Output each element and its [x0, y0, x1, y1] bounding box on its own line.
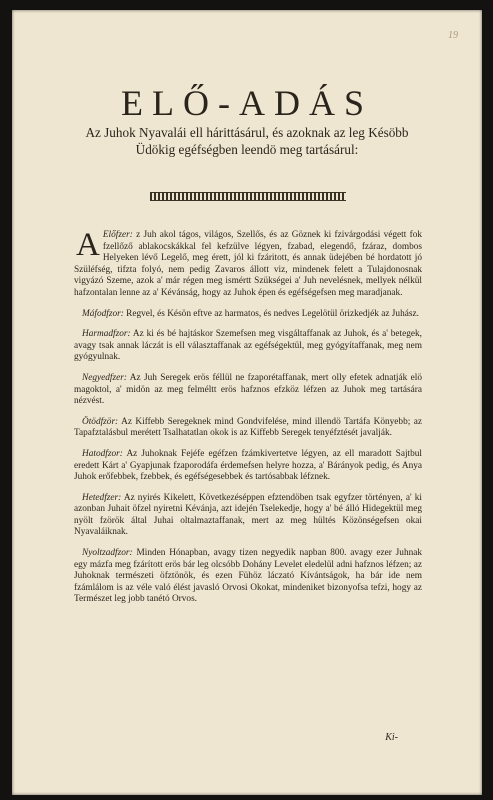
document-page — [12, 10, 482, 795]
catchword: Ki- — [385, 732, 398, 743]
paragraph-lead: Előfzer: — [102, 230, 133, 240]
drop-cap: A — [76, 227, 100, 263]
paragraph-lead: Harmadfzor: — [82, 329, 131, 340]
paragraph-1 — [74, 227, 422, 300]
paragraph-lead: Nyoltzadfzor: — [82, 548, 133, 559]
paragraph-7 — [74, 493, 422, 539]
paragraph-lead: Negyedfzer: — [82, 372, 127, 383]
paragraph-text: Az nyirés Kikelett, Következéséppen efztendöben tsak egyfzer történyen, a' ki azonban Juhait öfzel nyiretni Kévánja, azt idején Tselekedje, hogy a' bé álló Hidegektül meg nyölt fzörök által Juhai oltalmaztaffanak, mert az meg hültés Közönségefsen okai Nyavaláiknak. — [74, 492, 422, 538]
paragraph-6 — [74, 449, 422, 484]
paragraph-text: Az Juh Seregek erös féllül ne fzaporétaffanak, mert olly efetek adnatják elö magoktol, a' midön az meg felméltt erös hafznos efzköz léfzen az Juhok meg tartására nézvést. — [74, 372, 422, 407]
paragraph-lead: Hatodfzor: — [82, 448, 123, 459]
document-title: ELŐ-ADÁS — [121, 83, 373, 123]
page-number-mark: 19 — [448, 30, 458, 41]
paragraph-text: Az Kiffebb Seregeknek mind Gondvifelése, mind illendö Tartáfa Könyebb; az Tapafztalásbul merétett Tsalhatatlan okok is az Kiffebb Seregek tenyéfztését javalják. — [74, 416, 423, 439]
paragraph-lead: Hetedfzer: — [82, 492, 122, 503]
paragraph-8 — [74, 548, 422, 606]
paragraph-text: z Juh akol tágos, világos, Szellős, és az Göznek ki fzivárgodási végett fok fzellőző ablakocskákkal fel kefzülve légyen, fzabad, elegendő, fzáraz, dombos Helyeken lévő Legelő, meg érett, jól ki fzáritott, és annak üdejében bé hordatott jó Szüléfség, tifzta folyó, nem pedig Zavaros állott viz, mindenek felett a Tulajdonosnak vigyázó Szeme, azok a' már régen meg ismértt Szükségei a' Juh nevelésnek, mellyek nélkül hafzontalan lenne az a' Kévánság, hogy az Juhok épen és egéfségefsen meg maradjanak. — [74, 230, 422, 298]
paragraph-lead: Máfodfzor: — [82, 308, 124, 319]
paragraph-text: Minden Hónapban, avagy tizen negyedik napban 800. avagy ezer Juhnak egy mázfa meg fzárított erös bár leg olcsóbb Dohány Levelet eledelül adni hafznos léfzen; az Juhoknak természeti öfztönök, és ezen Fühöz láczató Kívántságok, ha bár ide nem fzámlálom is az véle való élést javasló Orvosi Okokat, mindeniket bizonyofsa tefzi, hogy az Természet leg jobb tanétó Orvos. — [74, 548, 423, 605]
document-body — [74, 227, 423, 615]
paragraph-text: Az ki és bé hajtáskor Szemefsen meg visgáltaffanak az Juhok, és a' betegek, avagy tsak annak láczát is ell választaffanak az egéfségektül, meg gyógyítaffanak, meg nem gyógyulnak. — [74, 329, 422, 363]
paragraph-4 — [74, 373, 422, 408]
paragraph-text: Az Juhoknak Fejéfe egéfzen fzámkivertetve légyen, az ell maradott Sajtbul eredett Kárt a' Gyapjunak fzaporodáfa érdemefsen helyre hozza, a' Bárányok pedig, és Anya Juhok erőfebbek, fzebbek, és egéfségesebbek és tartósabbak léfznek. — [74, 448, 422, 483]
paragraph-2 — [74, 309, 422, 321]
paragraph-lead: Ötödfzör: — [82, 416, 119, 427]
paragraph-3 — [74, 329, 422, 364]
decorative-rule — [150, 192, 346, 201]
document-subtitle: Az Juhok Nyavalái ell hárittásárul, és azoknak az leg Késöbb Üdökig egéfségben leendö meg tartásárul: — [85, 125, 409, 157]
paragraph-5 — [74, 417, 422, 440]
paragraph-text: Regvel, és Késön eftve az harmatos, és nedves Legelötül örizkedjék az Juhász. — [126, 308, 419, 319]
